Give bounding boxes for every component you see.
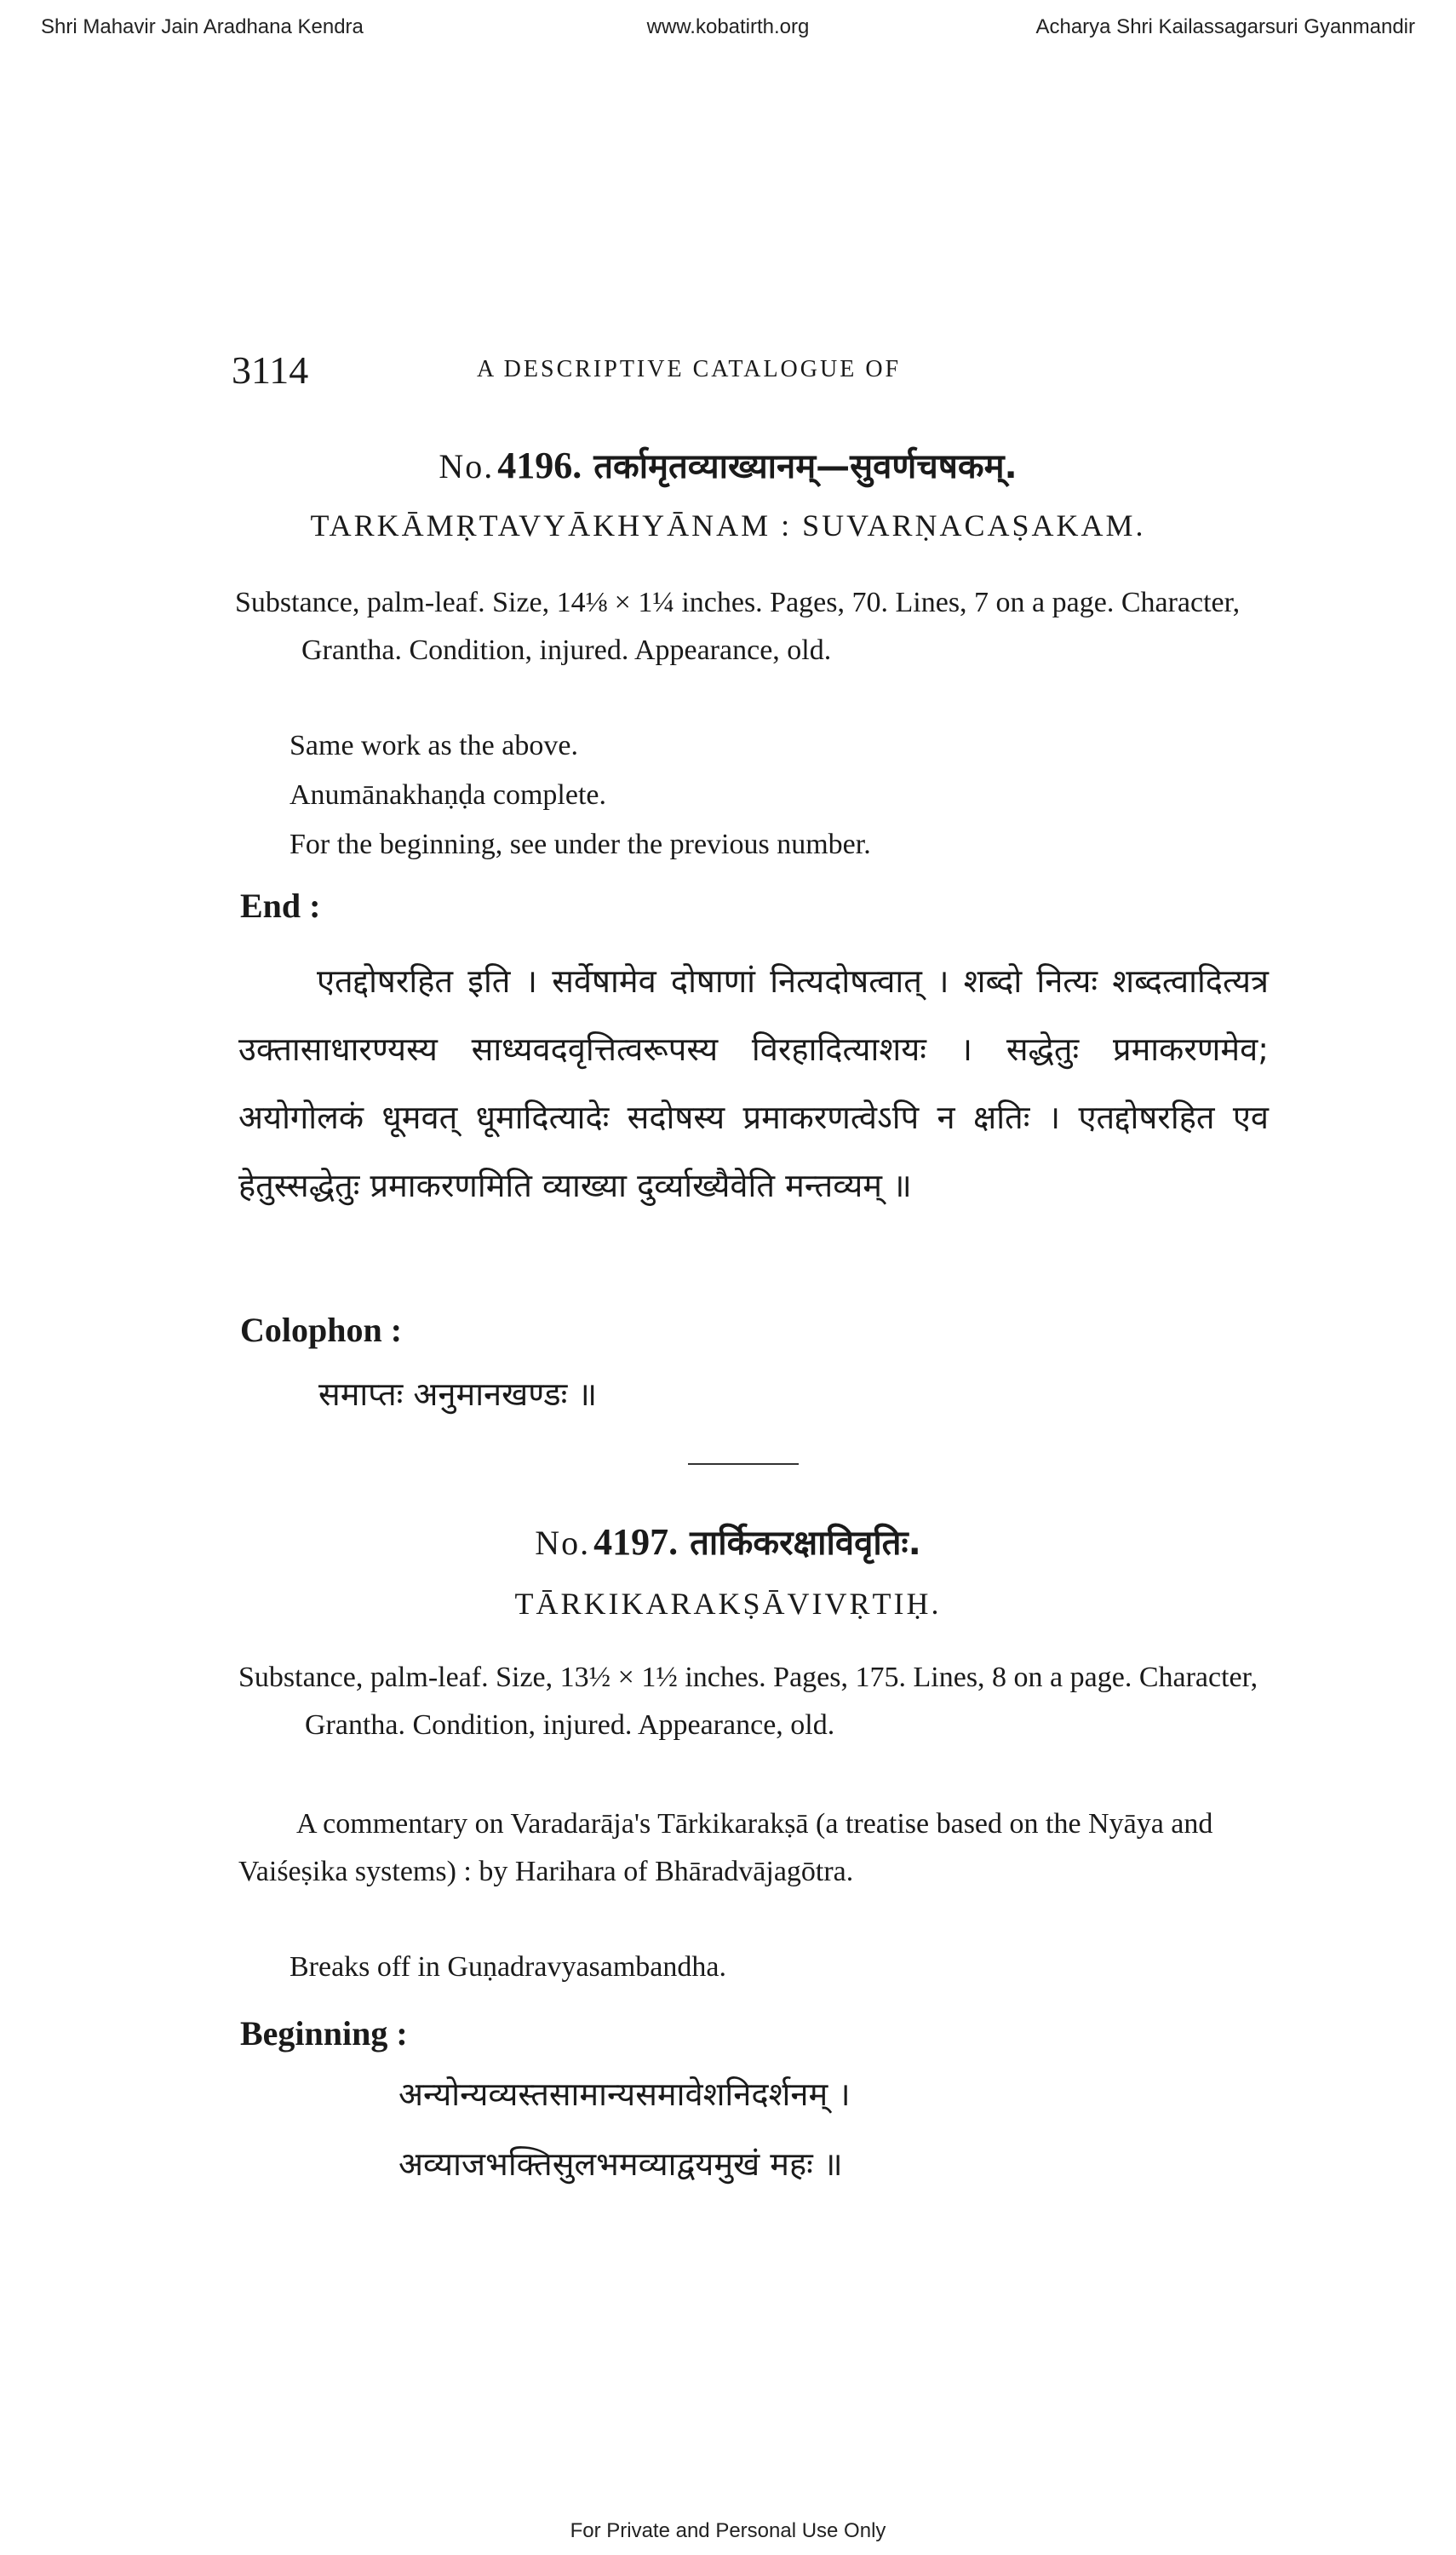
entry-4196-number: 4196. (497, 445, 582, 486)
entry-4196-title-transliteration: TARKĀMṚTAVYĀKHYĀNAM : SUVARṆACAṢAKAM. (310, 508, 1146, 543)
entry-separator (688, 1463, 799, 1465)
entry-4197-title-transliteration: TĀRKIKARAKṢĀVIVṚTIḤ. (514, 1587, 942, 1621)
entry-4196-title-devanagari: तर्कामृतव्याख्यानम्—सुवर्णचषकम्. (593, 447, 1017, 486)
page-number: 3114 (232, 348, 309, 392)
entry-4196-note-beginning-ref: For the beginning, see under the previous number. (289, 829, 871, 860)
entry-4197-note-breaks-off: Breaks off in Guṇadravyasambandha. (289, 1951, 726, 1983)
entry-4197-number: 4197. (593, 1521, 679, 1563)
entry-4197-title (0, 1518, 1456, 1565)
entry-4196-colophon-text: समाप्तः अनुमानखण्डः ॥ (318, 1375, 598, 1413)
entry-4196-end-text: एतद्दोषरहित इति । सर्वेषामेव दोषाणां नित्यदोषत्वात् । शब्दो नित्यः शब्दत्वादित्यत्र उक्तासाधारण्यस्य साध्यवदवृत्तित्वरूपस्य विरहादित्याशयः । सद्धेतुः प्रमाकरणमेव; अयोगोलकं धूमवत् धूमादित्यादेः सदोषस्य प्रमाकरणत्वेऽपि न क्षतिः । एतद्दोषरहित एव हेतुस्सद्धेतुः प्रमाकरणमिति व्याख्या दुर्व्याख्यैवेति मन्तव्यम् ॥ (238, 962, 1269, 1204)
entry-4196-no-label: No. (439, 447, 495, 485)
entry-4196-note-complete: Anumānakhaṇḍa complete. (289, 779, 606, 811)
site-header (0, 15, 1456, 49)
running-head: A DESCRIPTIVE CATALOGUE OF (477, 356, 902, 382)
entry-4196-colophon-label: Colophon : (240, 1311, 403, 1349)
header-center-text: www.kobatirth.org (646, 15, 810, 38)
entry-4196-description: Substance, palm-leaf. Size, 14⅛ × 1¼ inches. Pages, 70. Lines, 7 on a page. Character, Grantha. Condition, injured. Appearance, old. (235, 587, 1241, 666)
entry-4197-note-commentary: A commentary on Varadarāja's Tārkikarakṣā (a treatise based on the Nyāya and Vaiśeṣika systems) : by Harihara of Bhāradvājagōtra. (238, 1808, 1213, 1887)
entry-4197-beginning-line-1: अन्योन्यव्यस्तसामान्यसमावेशनिदर्शनम् । (398, 2076, 851, 2113)
entry-4197-no-label: No. (535, 1524, 591, 1562)
header-right-text: Acharya Shri Kailassagarsuri Gyanmandir (1035, 15, 1415, 38)
entry-4197-beginning-line-2: अव्याजभक्तिसुलभमव्याद्वयमुखं महः ॥ (398, 2145, 843, 2183)
entry-4197-title-devanagari: तार्किकरक्षाविवृतिः. (690, 1524, 921, 1563)
entry-4197-description: Substance, palm-leaf. Size, 13½ × 1½ inches. Pages, 175. Lines, 8 on a page. Character, Grantha. Condition, injured. Appearance, old. (238, 1662, 1258, 1741)
entry-4196-note-same-work: Same work as the above. (289, 730, 578, 761)
entry-4196-end-label: End : (240, 887, 321, 925)
header-left-text: Shri Mahavir Jain Aradhana Kendra (41, 15, 364, 38)
footer-text: For Private and Personal Use Only (570, 2519, 886, 2542)
entry-4196-title (0, 441, 1456, 488)
entry-4197-beginning-label: Beginning : (240, 2014, 408, 2053)
